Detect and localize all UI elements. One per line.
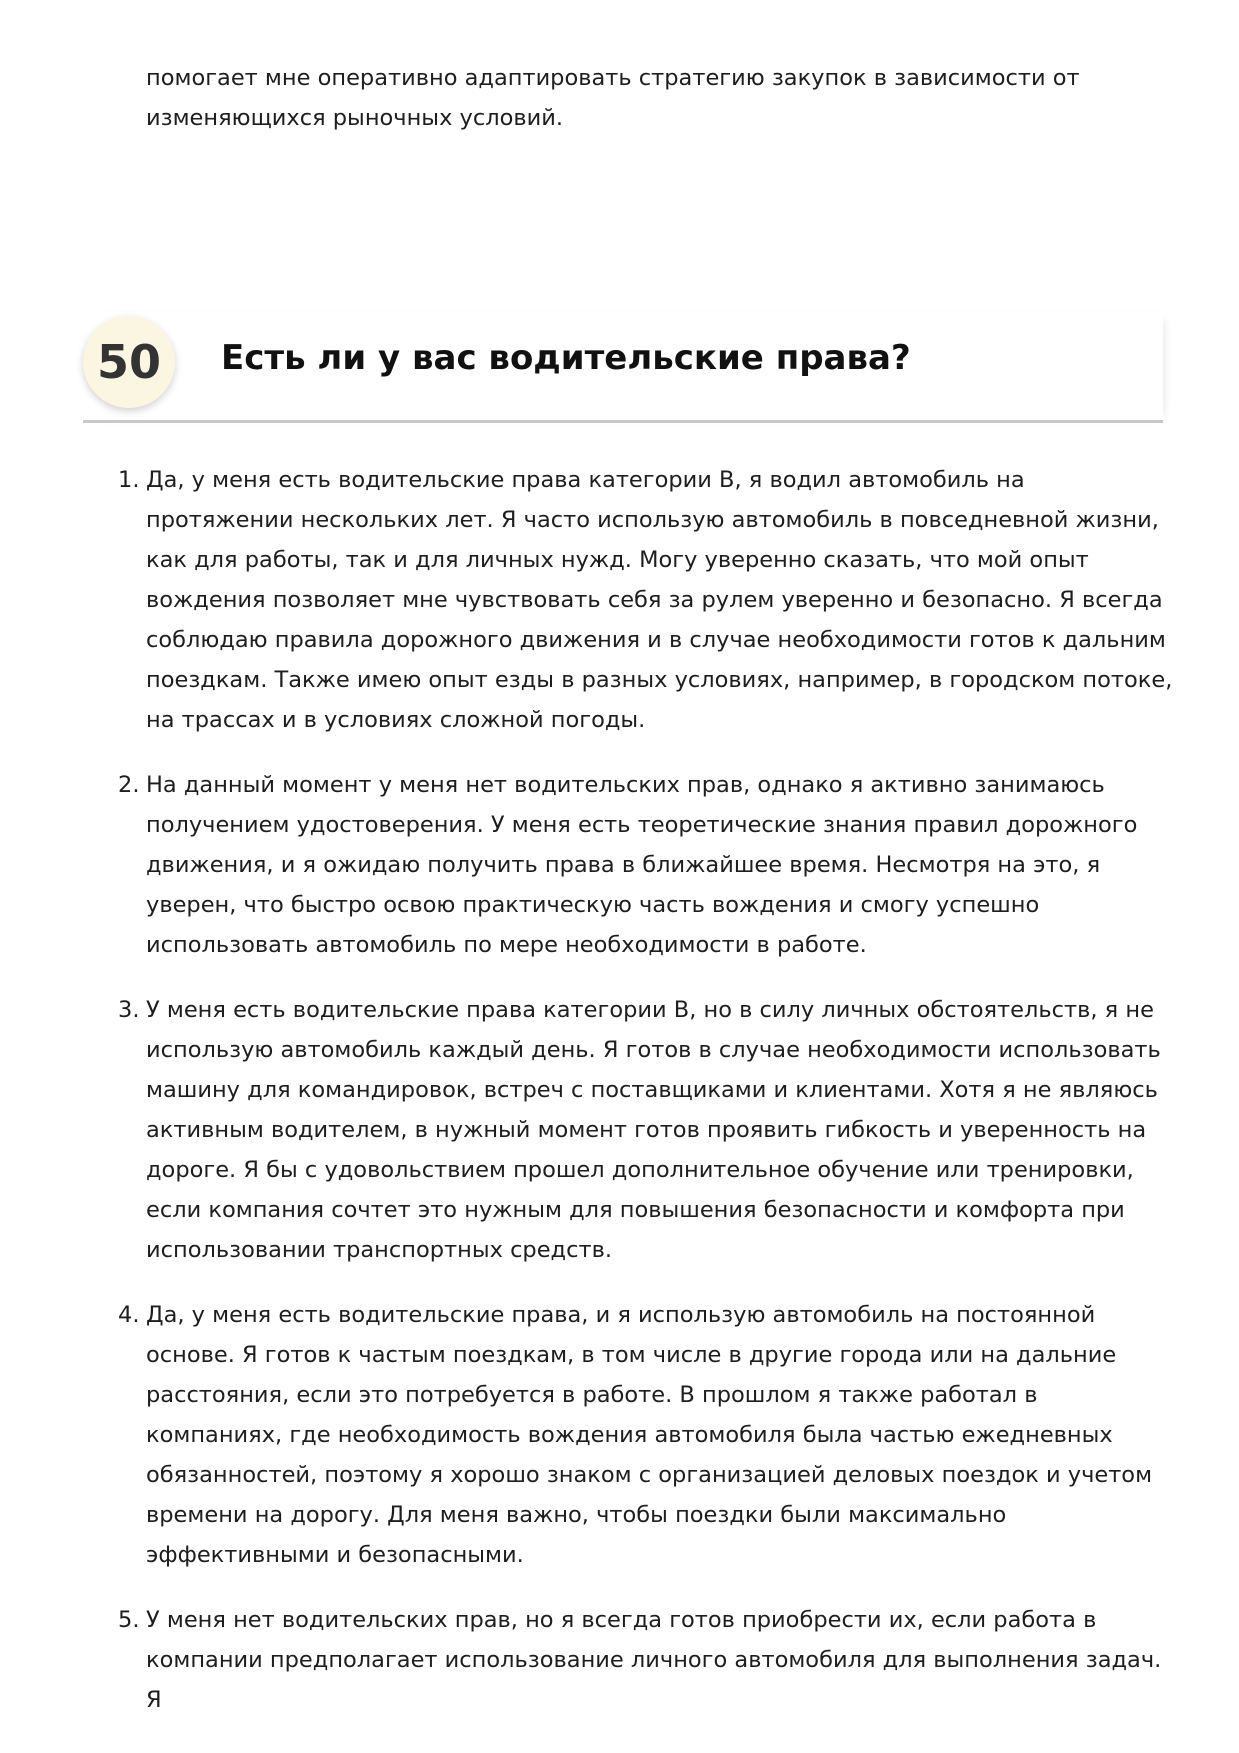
answer-text: Да, у меня есть водительские права, и я использую автомобиль на постоянной основе. Я готов к частым поездкам, в том числе в другие города или на дальние расстояния, если это потребуется в работе. В прошлом я также работал в компаниях, где необходимость вождения автомобиля была частью ежедневных обязанностей, поэтому я хорошо знаком с организацией деловых поездок и учетом времени на дорогу. Для меня важно, чтобы поездки были максимально эффективными и безопасными. [146,1302,1153,1568]
answer-item [118,1600,1176,1720]
question-title: Есть ли у вас водительские права? [221,338,911,378]
answer-number: 3. [118,997,140,1023]
answer-number: 2. [118,772,140,798]
answer-list [118,460,1176,1745]
question-header [83,312,1163,423]
answer-number: 1. [118,467,140,493]
answer-number: 5. [118,1607,140,1633]
answer-item [118,990,1176,1270]
answer-item [118,1295,1176,1575]
answer-item [118,765,1176,965]
answer-number: 4. [118,1302,140,1328]
answer-text: У меня нет водительских прав, но я всегда готов приобрести их, если работа в компании предполагает использование личного автомобиля для выполнения задач. Я [146,1607,1162,1713]
answer-text: На данный момент у меня нет водительских прав, однако я активно занимаюсь получением удостоверения. У меня есть теоретические знания правил дорожного движения, и я ожидаю получить права в ближайшее время. Несмотря на это, я уверен, что быстро освою практическую часть вождения и смогу успешно использовать автомобиль по мере необходимости в работе. [146,772,1138,958]
answer-text: Да, у меня есть водительские права категории B, я водил автомобиль на протяжении нескольких лет. Я часто использую автомобиль в повседневной жизни, как для работы, так и для личных нужд. Могу уверенно сказать, что мой опыт вождения позволяет мне чувствовать себя за рулем уверенно и безопасно. Я всегда соблюдаю правила дорожного движения и в случае необходимости готов к дальним поездкам. Также имею опыт езды в разных условиях, например, в городском потоке, на трассах и в условиях сложной погоды. [146,467,1173,733]
answer-item [118,460,1176,740]
question-number-badge: 50 [83,316,175,408]
intro-paragraph: помогает мне оперативно адаптировать стратегию закупок в зависимости от изменяющихся рыночных условий. [146,65,1080,131]
answer-text: У меня есть водительские права категории B, но в силу личных обстоятельств, я не использую автомобиль каждый день. Я готов в случае необходимости использовать машину для командировок, встреч с поставщиками и клиентами. Хотя я не являюсь активным водителем, в нужный момент готов проявить гибкость и уверенность на дороге. Я бы с удовольствием прошел дополнительное обучение или тренировки, если компания сочтет это нужным для повышения безопасности и комфорта при использовании транспортных средств. [146,997,1161,1263]
